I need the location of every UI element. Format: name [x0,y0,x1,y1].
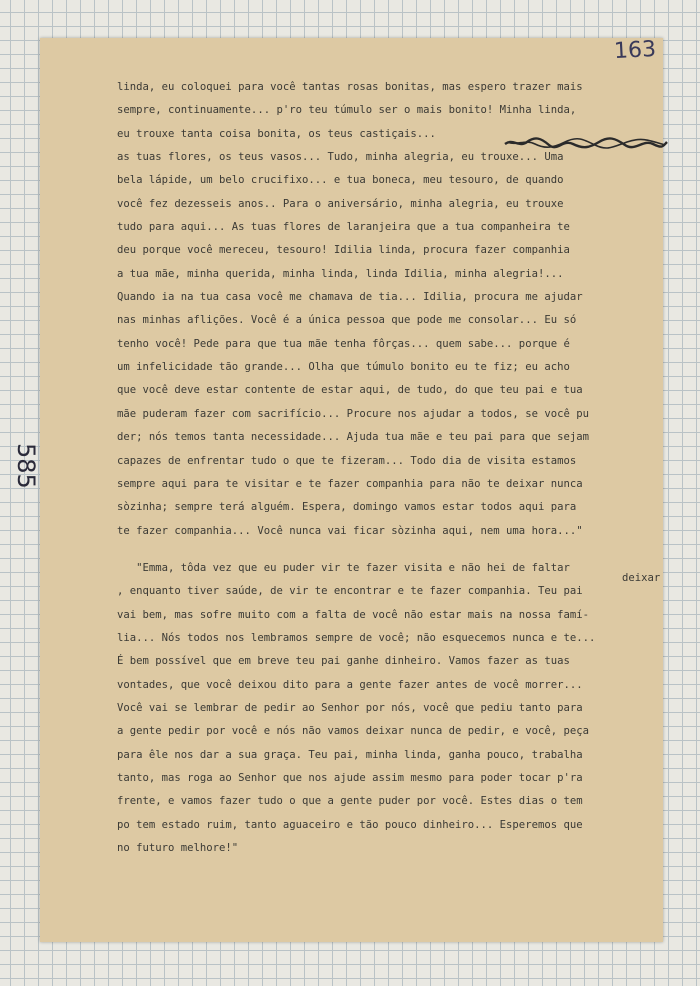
text-line: deu porque você mereceu, tesouro! Idilia linda, procura fazer companhia [117,244,570,257]
text-line: Você vai se lembrar de pedir ao Senhor por nós, você que pediu tanto para [117,701,583,714]
text-line: linda, eu coloquei para você tantas rosas bonitas, mas espero trazer mais [117,81,583,93]
text-line: para êle nos dar a sua graça. Teu pai, minha linda, ganha pouco, trabalha [117,748,583,761]
text-line: "Emma, tôda vez que eu puder vir te fazer visita e não hei de faltar [117,561,570,574]
text-line: que você deve estar contente de estar aqui, de tudo, do que teu pai e tua [117,384,583,397]
page-number: 163 [613,36,657,65]
text-line: tenho você! Pede para que tua mãe tenha fôrças... quem sabe... porque é [117,337,570,350]
text-line: a gente pedir por você e nós não vamos deixar nunca de pedir, e você, peça [117,725,589,738]
margin-note: 585 [12,443,40,489]
text-line: vontades, que você deixou dito para a gente fazer antes de você morrer... [117,678,583,691]
paragraph-gap [117,543,677,557]
text-line: você fez dezesseis anos.. Para o aniversário, minha alegria, eu trouxe [117,197,564,210]
text-line: tanto, mas roga ao Senhor que nos ajude assim mesmo para poder tocar p'ra [117,771,583,784]
text-line: eu trouxe tanta coisa bonita, os teus castiçais... [117,127,436,140]
text-line: vai bem, mas sofre muito com a falta de você não estar mais na nossa famí- [117,608,589,621]
text-line: um infelicidade tão grande... Olha que túmulo bonito eu te fiz; eu acho [117,361,570,374]
handwritten-insert-word: deixar [622,572,661,584]
text-line: as tuas flores, os teus vasos... Tudo, minha alegria, eu trouxe... Uma [117,151,564,164]
text-line: É bem possível que em breve teu pai ganhe dinheiro. Vamos fazer as tuas [117,655,570,668]
text-line: a tua mãe, minha querida, minha linda, linda Idilia, minha alegria!... [117,267,564,280]
text-line: der; nós temos tanta necessidade... Ajuda tua mãe e teu pai para que sejam [117,431,589,444]
text-line: bela lápide, um belo crucifixo... e tua boneca, meu tesouro, de quando [117,174,564,187]
text-line: frente, e vamos fazer tudo o que a gente puder por você. Estes dias o tem [117,795,583,808]
text-line: sempre aqui para te visitar e te fazer companhia para não te deixar nunca [117,477,583,490]
text-line: sòzinha; sempre terá alguém. Espera, domingo vamos estar todos aqui para [117,501,577,514]
text-line: Quando ia na tua casa você me chamava de tia... Idilia, procura me ajudar [117,291,583,304]
text-line: lia... Nós todos nos lembramos sempre de você; não esquecemos nunca e te... [117,631,596,644]
text-line: nas minhas aflições. Você é a única pessoa que pode me consolar... Eu só [117,314,577,327]
text-line: , enquanto tiver saúde, de vir te encontrar e te fazer companhia. Teu pai [117,585,583,598]
text-line: sempre, continuamente... p'ro teu túmulo ser o mais bonito! Minha linda, [117,104,577,117]
text-line: no futuro melhore!" [117,842,239,854]
text-line: te fazer companhia... Você nunca vai ficar sòzinha aqui, nem uma hora..." [117,524,583,537]
text-line: po tem estado ruim, tanto aguaceiro e tão pouco dinheiro... Esperemos que [117,818,583,831]
text-line: capazes de enfrentar tudo o que te fizeram... Todo dia de visita estamos [117,454,577,467]
text-line: mãe puderam fazer com sacrifício... Procure nos ajudar a todos, se você pu [117,407,589,420]
typed-text-body [117,76,677,860]
text-line: tudo para aqui... As tuas flores de laranjeira que a tua companheira te [117,221,570,234]
